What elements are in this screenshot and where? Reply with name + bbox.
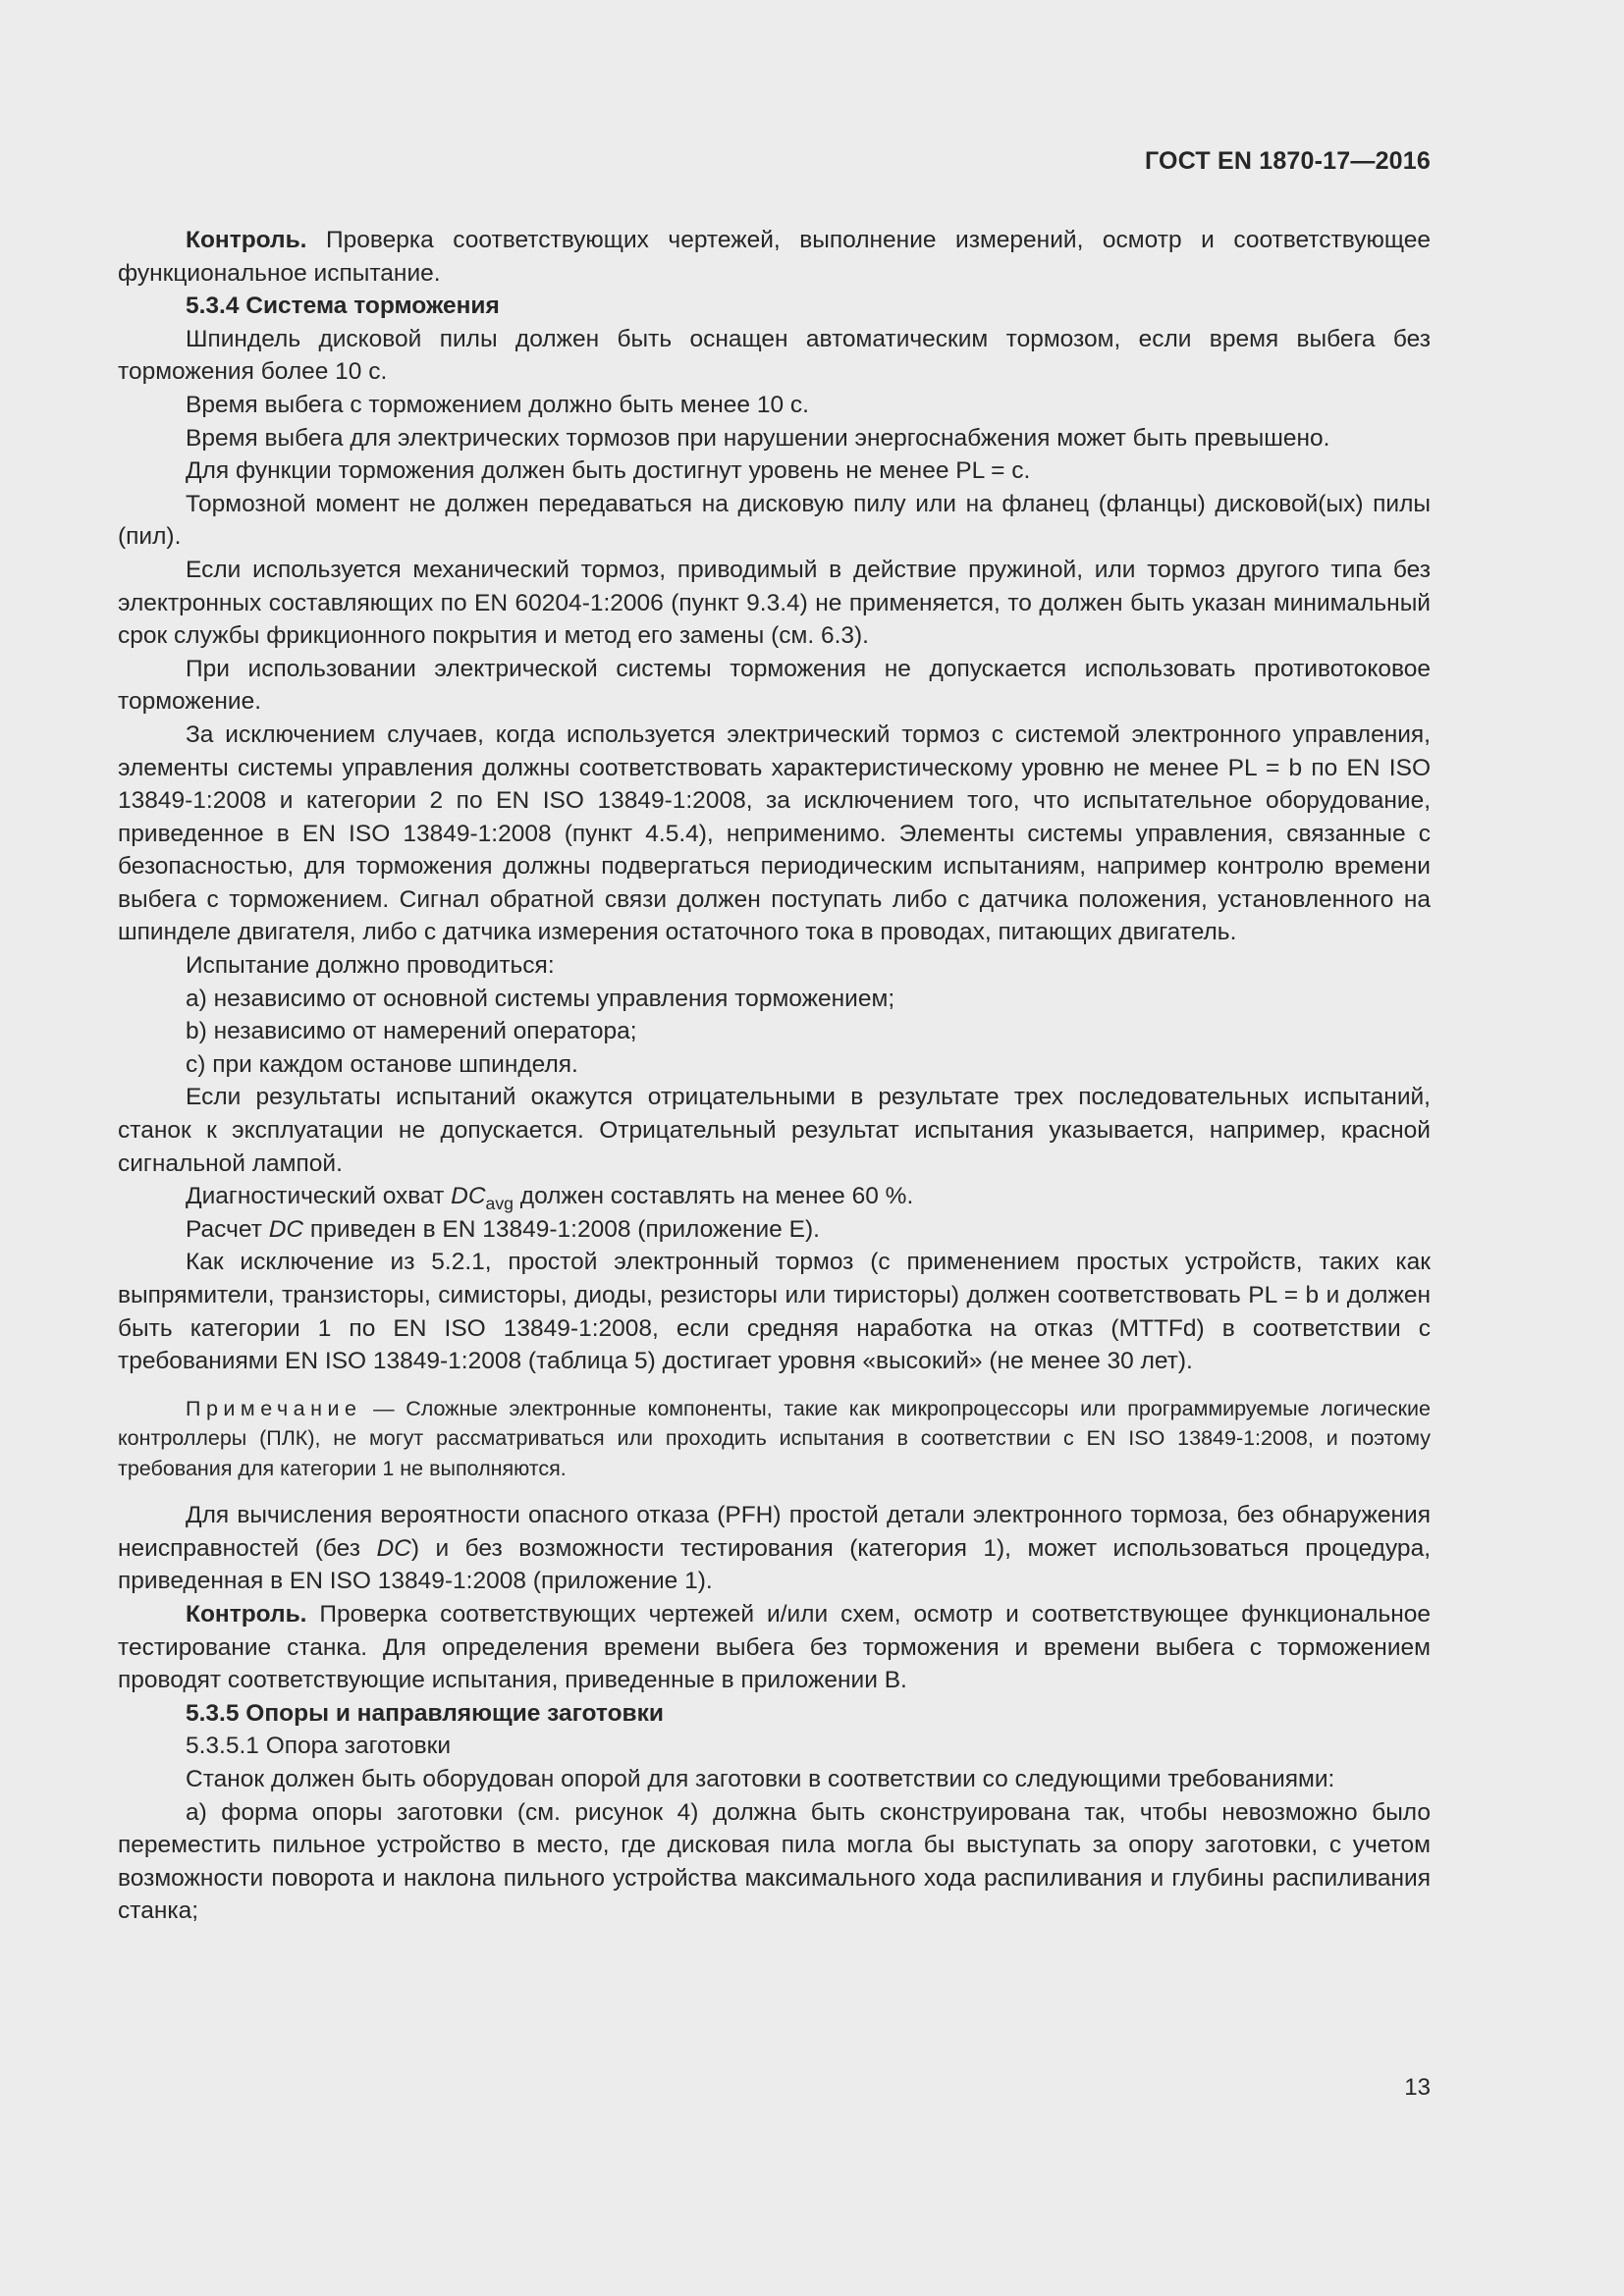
paragraph: Испытание должно проводиться: xyxy=(186,952,555,980)
paragraph-dc-calculation: Расчет DC приведен в EN 13849-1:2008 (приложение E). xyxy=(186,1215,820,1243)
subsection-heading-5-3-5-1: 5.3.5.1 Опора заготовки xyxy=(186,1733,452,1760)
document-body xyxy=(118,224,1431,1928)
note-label: Примечание xyxy=(186,1396,362,1420)
page-number: 13 xyxy=(1404,2074,1431,2101)
paragraph: Тормозной момент не должен передаваться на дисковую пилу или на фланец (фланцы) дисковой(ых) пилы (пил). xyxy=(118,490,1431,551)
list-item-b: b) независимо от намерений оператора; xyxy=(186,1018,637,1045)
paragraph-control-1: Контроль. Проверка соответствующих чертежей, выполнение измерений, осмотр и соответствующее функциональное испытание. xyxy=(118,227,1431,287)
paragraph: Если используется механический тормоз, приводимый в действие пружиной, или тормоз другого типа без электронных составляющих по EN 60204-1:2006 (пункт 9.3.4) не применяется, то должен быть указан минимальный срок службы фрикционного покрытия и метод его замены (см. 6.3). xyxy=(118,556,1431,650)
control-label: Контроль. xyxy=(186,1601,307,1629)
standard-designation: ГОСТ EN 1870-17—2016 xyxy=(1145,147,1431,175)
paragraph: Шпиндель дисковой пилы должен быть оснащен автоматическим тормозом, если время выбега без торможения более 10 с. xyxy=(118,325,1431,386)
paragraph-diagnostic-coverage: Диагностический охват $DC_{avg}$ должен составлять на менее 60 %. xyxy=(186,1183,914,1214)
list-item-a: a) независимо от основной системы управления торможением; xyxy=(186,985,895,1012)
paragraph: Время выбега для электрических тормозов при нарушении энергоснабжения может быть превышено. xyxy=(186,424,1330,452)
control-label: Контроль. xyxy=(186,227,307,253)
paragraph: При использовании электрической системы торможения не допускается использовать противотоковое торможение. xyxy=(118,655,1431,716)
paragraph: Если результаты испытаний окажутся отрицательными в результате трех последовательных испытаний, станок к эксплуатации не допускается. Отрицательный результат испытания указывается, например, красной сигнальной лампой. xyxy=(118,1084,1431,1177)
list-item-c: c) при каждом останове шпинделя. xyxy=(186,1050,578,1078)
paragraph: За исключением случаев, когда используется электрический тормоз с системой электронного управления, элементы системы управления должны соответствовать характеристическому уровню не менее PL = b по EN ISO 13849-1:2008 и категории 2 по EN ISO 13849-1:2008, за исключением того, что испытательное оборудование, приведенное в EN ISO 13849-1:2008 (пункт 4.5.4), неприменимо. Элементы системы управления, связанные с безопасностью, для торможения должны подвергаться периодическим испытаниям, например контролю времени выбега с торможением. Сигнал обратной связи должен поступать либо с датчика положения, установленного на шпинделе двигателя, либо с датчика измерения остаточного тока в проводах, питающих двигатель. xyxy=(118,721,1431,946)
paragraph: Как исключение из 5.2.1, простой электронный тормоз (с применением простых устройств, таких как выпрямители, транзисторы, симисторы, диоды, резисторы или тиристоры) должен соответствовать PL = b и должен быть категории 1 по EN ISO 13849-1:2008, если средняя наработка на отказ (MTTFd) в соответствии с требованиями EN ISO 13849-1:2008 (таблица 5) достигает уровня «высокий» (не менее 30 лет). xyxy=(118,1249,1431,1375)
section-heading-5-3-5: 5.3.5 Опоры и направляющие заготовки xyxy=(186,1699,664,1727)
paragraph-control-2: Контроль. Проверка соответствующих чертежей и/или схем, осмотр и соответствующее функциональное тестирование станка. Для определения времени выбега без торможения и времени выбега с торможением проводят соответствующие испытания, приведенные в приложении B. xyxy=(118,1601,1431,1694)
paragraph: Время выбега с торможением должно быть менее 10 с. xyxy=(186,391,809,418)
paragraph: Станок должен быть оборудован опорой для заготовки в соответствии со следующими требованиями: xyxy=(186,1766,1335,1793)
paragraph-pfh: Для вычисления вероятности опасного отказа (PFH) простой детали электронного тормоза, без обнаружения неисправностей (без DC) и без возможности тестирования (категория 1), может использоваться процедура, приведенная в EN ISO 13849-1:2008 (приложение 1). xyxy=(118,1502,1431,1595)
paragraph: a) форма опоры заготовки (см. рисунок 4) должна быть сконструирована так, чтобы невозможно было переместить пильное устройство в место, где дисковая пила могла бы выступать за опору заготовки, с учетом возможности поворота и наклона пильного устройства максимального хода распиливания и глубины распиливания станка; xyxy=(118,1798,1431,1925)
section-heading-5-3-4: 5.3.4 Система торможения xyxy=(186,293,500,320)
paragraph: Для функции торможения должен быть достигнут уровень не менее PL = c. xyxy=(186,457,1031,485)
note: Примечание — Сложные электронные компоненты, такие как микропроцессоры или программируемые логические контроллеры (ПЛК), не могут рассматриваться или проходить испытания в соответствии с EN ISO 13849-1:2008, и поэтому требования для категории 1 не выполняются. xyxy=(118,1396,1432,1480)
